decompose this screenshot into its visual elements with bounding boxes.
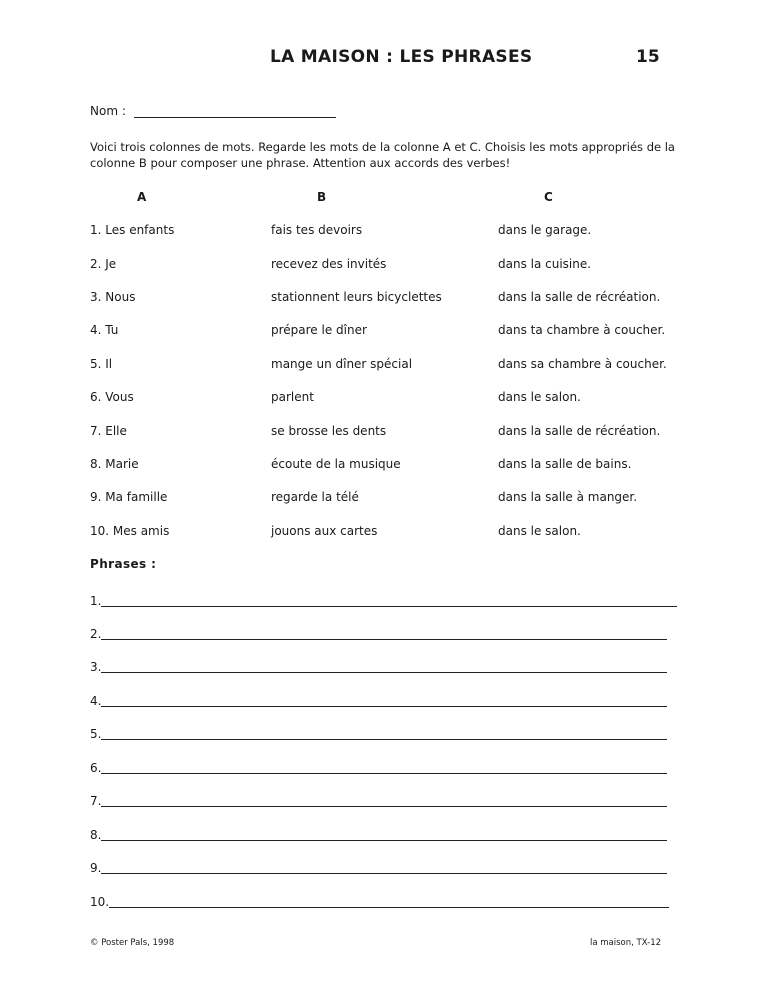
column-b-cell: fais tes devoirs — [271, 223, 363, 237]
phrases-heading: Phrases : — [90, 557, 157, 571]
instructions: Voici trois colonnes de mots. Regarde les mots de la colonne A et C. Choisis les mots appropriés de la colonne B pour composer une phrase. Attention aux accords des verbes! — [90, 140, 675, 170]
column-b-cell: regarde la télé — [271, 490, 359, 504]
page-number: 15 — [636, 47, 660, 67]
answer-number: 9. — [90, 861, 102, 875]
answer-line[interactable] — [90, 692, 667, 708]
answer-line[interactable] — [90, 893, 669, 909]
answer-rule[interactable] — [101, 806, 667, 807]
column-b-cell: mange un dîner spécial — [271, 357, 413, 371]
column-c-cell: dans le salon. — [498, 524, 581, 538]
column-c-cell: dans le garage. — [498, 223, 592, 237]
answer-rule[interactable] — [101, 739, 667, 740]
answer-rule[interactable] — [101, 672, 667, 673]
answer-number: 7. — [90, 794, 102, 808]
column-b-cell: se brosse les dents — [271, 424, 387, 438]
answer-number: 4. — [90, 694, 102, 708]
column-b-cell: recevez des invités — [271, 257, 387, 271]
answer-rule[interactable] — [101, 606, 677, 607]
answer-line[interactable] — [90, 859, 667, 875]
column-a-cell: 8. Marie — [90, 457, 139, 471]
column-header-b: B — [317, 190, 327, 204]
answer-number: 1. — [90, 594, 102, 608]
column-header-c: C — [544, 190, 553, 204]
answer-line[interactable] — [90, 658, 667, 674]
answer-rule[interactable] — [101, 639, 667, 640]
column-b-cell: écoute de la musique — [271, 457, 401, 471]
column-a-cell: 5. Il — [90, 357, 113, 371]
answer-line[interactable] — [90, 625, 667, 641]
answer-number: 8. — [90, 828, 102, 842]
answer-rule[interactable] — [101, 873, 667, 874]
answer-rule[interactable] — [101, 840, 667, 841]
name-blank-line[interactable] — [134, 105, 336, 118]
answer-rule[interactable] — [109, 907, 669, 908]
column-c-cell: dans la salle de récréation. — [498, 424, 661, 438]
answer-line[interactable] — [90, 592, 677, 608]
name-label: Nom : — [90, 104, 126, 118]
answer-number: 2. — [90, 627, 102, 641]
answer-line[interactable] — [90, 725, 667, 741]
column-b-cell: jouons aux cartes — [271, 524, 378, 538]
column-c-cell: dans la cuisine. — [498, 257, 592, 271]
answer-number: 10. — [90, 895, 110, 909]
page-code-footer: la maison, TX-12 — [590, 938, 662, 948]
column-b-cell: prépare le dîner — [271, 323, 367, 337]
column-b-cell: parlent — [271, 390, 314, 404]
column-c-cell: dans ta chambre à coucher. — [498, 323, 666, 337]
column-b-cell: stationnent leurs bicyclettes — [271, 290, 442, 304]
column-a-cell: 2. Je — [90, 257, 117, 271]
answer-line[interactable] — [90, 792, 667, 808]
name-field-row — [90, 104, 336, 118]
column-header-a: A — [137, 190, 147, 204]
answer-number: 5. — [90, 727, 102, 741]
column-a-cell: 3. Nous — [90, 290, 136, 304]
answer-number: 3. — [90, 660, 102, 674]
column-c-cell: dans la salle à manger. — [498, 490, 638, 504]
column-c-cell: dans le salon. — [498, 390, 581, 404]
answer-number: 6. — [90, 761, 102, 775]
column-c-cell: dans la salle de récréation. — [498, 290, 661, 304]
column-c-cell: dans sa chambre à coucher. — [498, 357, 667, 371]
page-title: LA MAISON : LES PHRASES — [270, 47, 533, 67]
column-a-cell: 10. Mes amis — [90, 524, 170, 538]
column-c-cell: dans la salle de bains. — [498, 457, 632, 471]
answer-rule[interactable] — [101, 706, 667, 707]
column-a-cell: 7. Elle — [90, 424, 127, 438]
answer-rule[interactable] — [101, 773, 667, 774]
answer-line[interactable] — [90, 759, 667, 775]
answer-line[interactable] — [90, 826, 667, 842]
column-a-cell: 9. Ma famille — [90, 490, 168, 504]
column-a-cell: 6. Vous — [90, 390, 134, 404]
column-a-cell: 4. Tu — [90, 323, 119, 337]
copyright-footer: © Poster Pals, 1998 — [90, 938, 175, 948]
column-a-cell: 1. Les enfants — [90, 223, 175, 237]
